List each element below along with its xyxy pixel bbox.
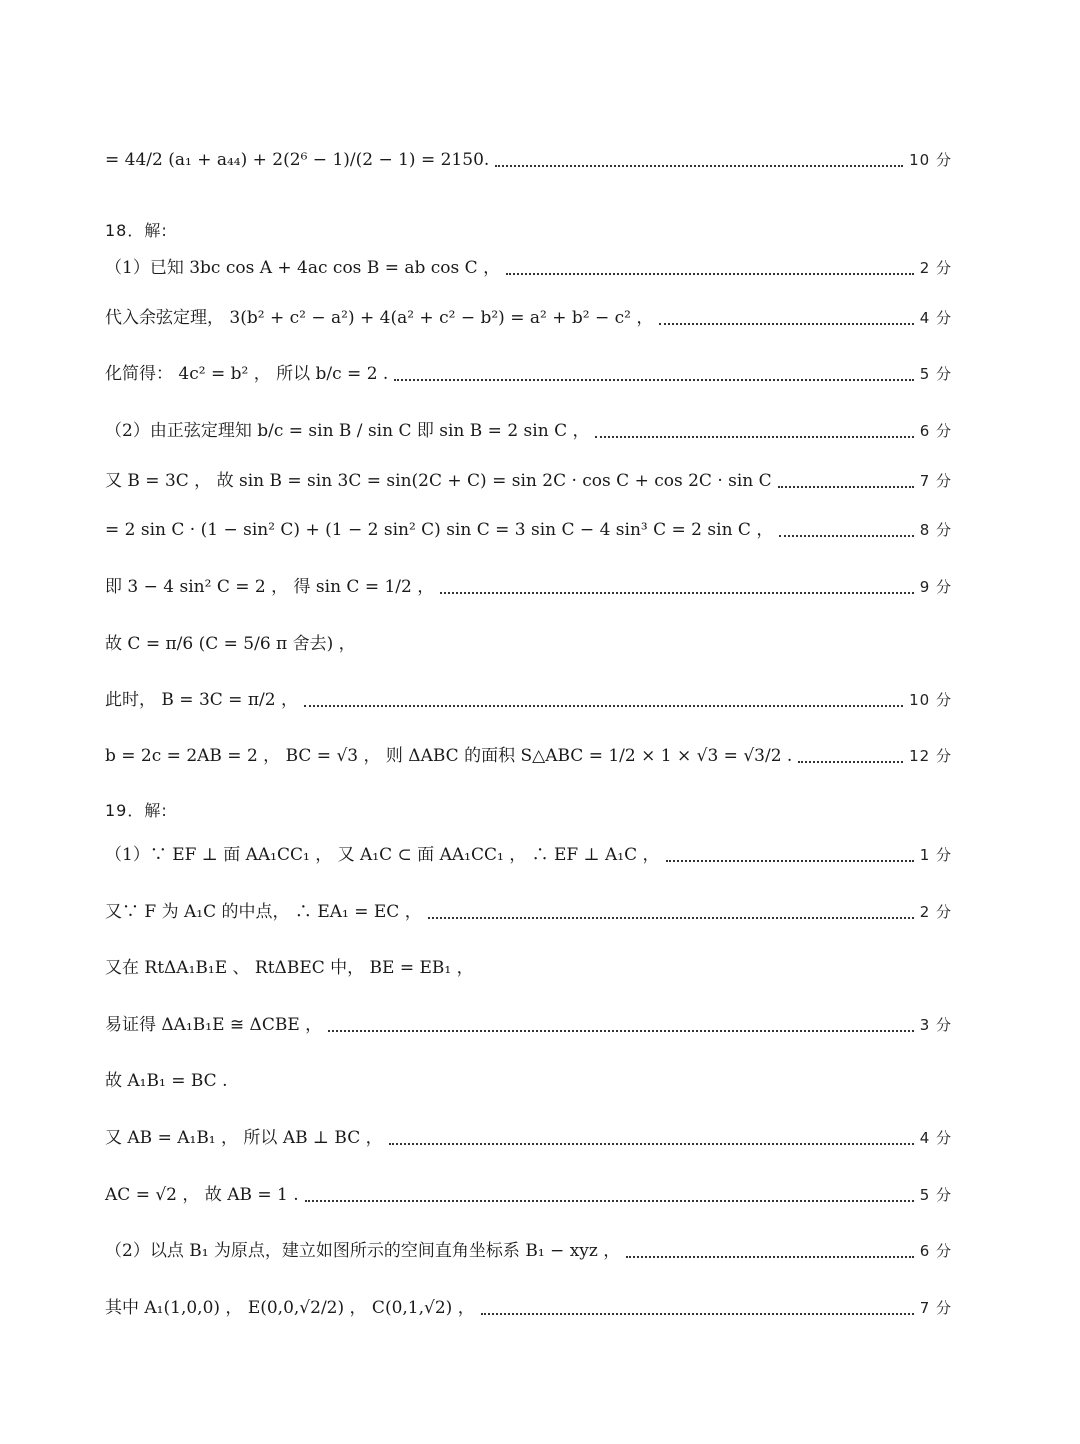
- score-label: 4 分: [919, 309, 952, 327]
- dot-leader: [506, 271, 914, 275]
- solution-line: [105, 1187, 952, 1204]
- solution-text: 代入余弦定理， 3(b² + c² − a²) + 4(a² + c² − b²) = a² + b² − c² ，: [105, 308, 654, 328]
- solution-line: [105, 522, 952, 539]
- solution-text: = 2 sin C · (1 − sin² C) + (1 − 2 sin² C) sin C = 3 sin C − 4 sin³ C = 2 sin C ，: [105, 520, 774, 540]
- score-label: 5 分: [919, 1186, 952, 1204]
- score-label: 1 分: [919, 846, 952, 864]
- score-label: 8 分: [919, 521, 952, 539]
- dot-leader: [779, 533, 913, 537]
- dot-leader: [328, 1028, 914, 1032]
- solution-line: [105, 692, 952, 709]
- dot-leader: [659, 321, 913, 325]
- score-label: 3 分: [919, 1016, 952, 1034]
- dot-leader: [798, 759, 903, 763]
- solution-line: [105, 748, 952, 765]
- solution-text: AC = √2 ， 故 AB = 1 .: [105, 1185, 299, 1205]
- solution-text: b = 2c = 2AB = 2 ， BC = √3 ， 则 ΔABC 的面积 S△ABC = 1/2 × 1 × √3 = √3/2 .: [105, 746, 793, 766]
- dot-leader: [595, 434, 913, 438]
- solution-text: （2）以点 B₁ 为原点，建立如图所示的空间直角坐标系 B₁ − xyz ，: [105, 1241, 621, 1261]
- score-label: 2 分: [919, 259, 952, 277]
- dot-leader: [305, 1198, 914, 1202]
- dot-leader: [495, 163, 903, 167]
- solution-text: 即 3 − 4 sin² C = 2 ， 得 sin C = 1/2 ，: [105, 577, 435, 597]
- solution-text: 又 B = 3C ， 故 sin B = sin 3C = sin(2C + C) = sin 2C · cos C + cos 2C · sin C: [105, 471, 772, 491]
- solution-line: [105, 1130, 952, 1147]
- score-label: 9 分: [919, 578, 952, 596]
- solution-text: （1）已知 3bc cos A + 4ac cos B = ab cos C ，: [105, 258, 501, 278]
- score-label: 7 分: [919, 472, 952, 490]
- solution-text: 化简得： 4c² = b² ， 所以 b/c = 2 .: [105, 364, 389, 384]
- solution-line: [105, 473, 952, 490]
- score-label: 7 分: [919, 1299, 952, 1317]
- score-label: 2 分: [919, 903, 952, 921]
- solution-line: [105, 1017, 952, 1034]
- dot-leader: [666, 858, 914, 862]
- solution-line: [105, 636, 952, 653]
- solution-text: （2）由正弦定理知 b/c = sin B / sin C 即 sin B = 2 sin C ，: [105, 421, 590, 441]
- solution-line: [105, 960, 952, 977]
- score-label: 4 分: [919, 1129, 952, 1147]
- solution-line: [105, 366, 952, 383]
- score-label: 6 分: [919, 422, 952, 440]
- solution-text: 又∵ F 为 A₁C 的中点， ∴ EA₁ = EC ，: [105, 902, 422, 922]
- solution-text: 此时， B = 3C = π/2 ，: [105, 690, 298, 710]
- solution-text: 其中 A₁(1,0,0) ， E(0,0,√2/2) ， C(0,1,√2) ，: [105, 1298, 475, 1318]
- solution-text: 易证得 ΔA₁B₁E ≅ ΔCBE ，: [105, 1015, 323, 1035]
- solution-text: 又在 RtΔA₁B₁E 、 RtΔBEC 中， BE = EB₁ ，: [105, 958, 474, 978]
- score-label: 12 分: [909, 747, 952, 765]
- solution-text: （1）∵ EF ⊥ 面 AA₁CC₁ ， 又 A₁C ⊂ 面 AA₁CC₁ ， ∴ EF ⊥ A₁C ，: [105, 845, 660, 865]
- problem-heading: 19．解:: [105, 801, 168, 820]
- solution-line: [105, 1300, 952, 1317]
- score-label: 10 分: [909, 151, 952, 169]
- problem-heading: 18．解:: [105, 221, 168, 240]
- score-label: 5 分: [919, 365, 952, 383]
- solution-line: [105, 1073, 952, 1090]
- score-label: 6 分: [919, 1242, 952, 1260]
- dot-leader: [389, 1141, 914, 1145]
- solution-line: [105, 579, 952, 596]
- dot-leader: [428, 915, 914, 919]
- dot-leader: [481, 1311, 914, 1315]
- solution-line: [105, 1243, 952, 1260]
- dot-leader: [394, 377, 913, 381]
- solution-line: [105, 152, 952, 169]
- dot-leader: [440, 590, 913, 594]
- dot-leader: [778, 484, 914, 488]
- solution-text: 又 AB = A₁B₁ ， 所以 AB ⊥ BC ，: [105, 1128, 383, 1148]
- solution-text: 故 A₁B₁ = BC .: [105, 1071, 228, 1091]
- solution-line: [105, 904, 952, 921]
- solution-text: 故 C = π/6 (C = 5/6 π 舍去) ，: [105, 634, 356, 654]
- solution-line: [105, 423, 952, 440]
- dot-leader: [304, 703, 903, 707]
- solution-line: [105, 260, 952, 277]
- solution-line: [105, 847, 952, 864]
- solution-text: = 44/2 (a₁ + a₄₄) + 2(2⁶ − 1)/(2 − 1) = 2150.: [105, 150, 490, 170]
- solution-line: [105, 310, 952, 327]
- score-label: 10 分: [909, 691, 952, 709]
- dot-leader: [626, 1254, 913, 1258]
